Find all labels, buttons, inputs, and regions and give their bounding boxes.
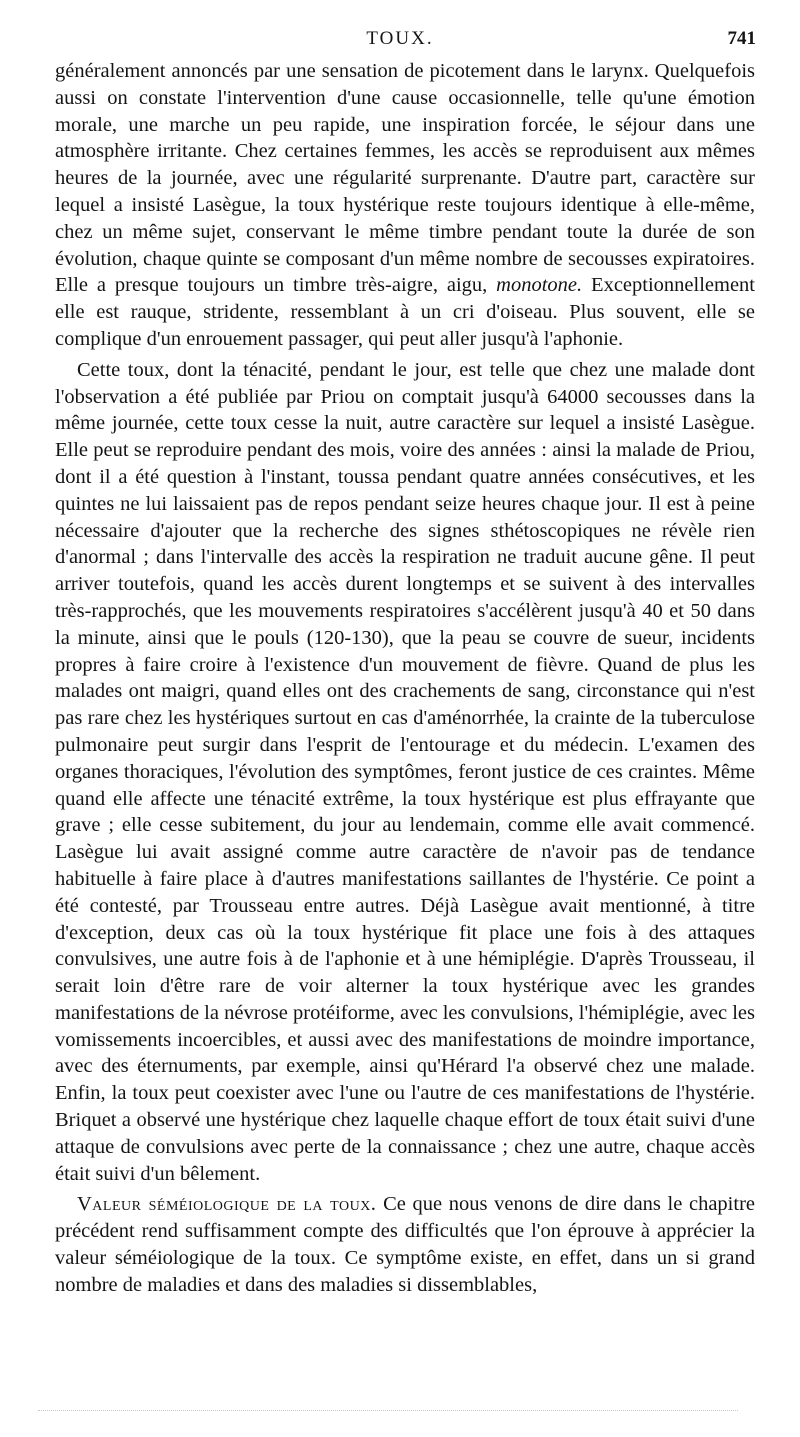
paragraph-text: généralement annoncés par une sensation de picotement dans le larynx. Quelquefois aussi on constate l'intervention d'une cause occasionnelle, telle qu'une émotion morale, une marche un peu rapide, une inspiration forcée, le séjour dans une atmosphère irritante. Chez certaines femmes, les accès se reproduisent aux mêmes heures de la journée, avec une régularité surprenante. D'autre part, caractère sur lequel a insisté Lasègue, la toux hystérique reste toujours identique à elle-même, chez un même sujet, conservant le même timbre pendant toute la durée de son évolution, chaque quinte se composant d'un même nombre de secousses expiratoires. Elle a presque toujours un timbre très-aigre, aigu,	[55, 60, 755, 297]
footer-rule	[38, 1410, 738, 1412]
section-heading: Valeur séméiologique de la toux.	[77, 1193, 377, 1216]
paragraph-text-after: Exceptionnellement elle est rauque, stridente, ressemblant à un cri d'oiseau. Plus souvent, elle se complique d'un enrouement passager, qui peut aller jusqu'à l'aphonie.	[55, 274, 755, 350]
paragraph-text: Cette toux, dont la ténacité, pendant le jour, est telle que chez une malade dont l'observation a été publiée par Priou on comptait jusqu'à 64000 secousses dans la même journée, cette toux cesse la nuit, autre caractère sur lequel a insisté Lasègue. Elle peut se reproduire pendant des mois, voire des années : ainsi la malade de Priou, dont il a été question à l'instant, toussa pendant quatre années consécutives, et les quintes ne lui laissaient pas de repos pendant seize heures chaque jour. Il est à peine nécessaire d'ajouter que la recherche des signes sthétoscopiques ne révèle rien d'anormal ; dans l'intervalle des accès la respiration ne traduit aucune gêne. Il peut arriver toutefois, quand les accès durent longtemps et se suivent à des intervalles très-rapprochés, que les mouvements respiratoires s'accélèrent jusqu'à 40 et 50 dans la minute, ainsi que le pouls (120-130), que la peau se couvre de sueur, incidents propres à faire croire à l'existence d'un mouvement de fièvre. Quand de plus les malades ont maigri, quand elles ont des crachements de sang, circonstance qui n'est pas rare chez les hystériques surtout en cas d'aménorrhée, la crainte de la tuberculose pulmonaire peut surgir dans l'esprit de l'entourage et du médecin. L'examen des organes thoraciques, l'évolution des symptômes, feront justice de ces craintes. Même quand elle affecte une ténacité extrême, la toux hystérique est plus effrayante que grave ; elle cesse subitement, du jour au lendemain, comme elle avait commencé. Lasègue lui avait assigné comme autre caractère de n'avoir pas de tendance habituelle à faire place à d'autres manifestations saillantes de l'hystérie. Ce point a été contesté, par Trousseau entre autres. Déjà Lasègue avait mentionné, à titre d'exception, deux cas où la toux hystérique fit place une fois à des attaques convulsives, une autre fois à de l'aphonie et à une hémiplégie. D'après Trousseau, il serait loin d'être rare de voir alterner la toux hystérique avec les grandes manifestations de la névrose protéiforme, avec les convulsions, l'hémiplégie, avec les vomissements incoercibles, et aussi avec des manifestations de moindre importance, avec des éternuments, par exemple, ainsi qu'Hérard l'a observé chez une malade. Enfin, la toux peut coexister avec l'une ou l'autre de ces manifestations de l'hystérie. Briquet a observé une hystérique chez laquelle chaque effort de toux était suivi d'une attaque de convulsions avec perte de la connaissance ; chez une autre, chaque accès était suivi d'un bêlement.	[55, 358, 755, 1185]
paragraph-cough-tenacity	[55, 357, 755, 1188]
running-title: TOUX.	[366, 28, 434, 49]
body-text	[55, 58, 755, 1299]
paragraph-semiological-value	[55, 1191, 755, 1298]
page-number: 741	[727, 28, 756, 49]
paragraph-continued	[55, 58, 755, 353]
page-header	[0, 28, 800, 54]
italic-term: monotone.	[496, 274, 583, 297]
paragraph-text: Ce que nous venons de dire dans le chapitre précédent rend suffisamment compte des difficultés que l'on éprouve à apprécier la valeur séméiologique de la toux. Ce symptôme existe, en effet, dans un si grand nombre de maladies et dans des maladies si dissemblables,	[55, 1193, 755, 1296]
